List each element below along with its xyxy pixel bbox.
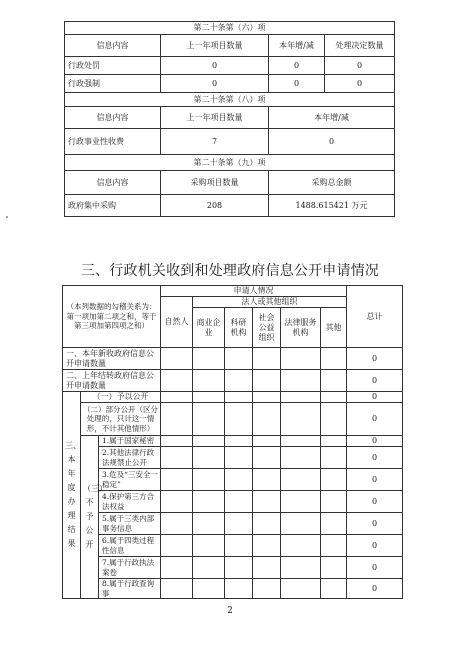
table-row bbox=[65, 195, 395, 217]
cell-value: 1488.615421 万元 bbox=[269, 195, 395, 217]
table-row bbox=[63, 513, 403, 535]
cell-value: 7 bbox=[161, 129, 269, 155]
row-reason: 3.危及“三安全一稳定” bbox=[99, 469, 161, 491]
header-info-content: 信息内容 bbox=[65, 35, 161, 57]
natural-person-header: 自然人 bbox=[161, 297, 193, 348]
row-reason: 1.属于国家秘密 bbox=[99, 436, 161, 447]
section-6-title: 第二十条第（六）项 bbox=[65, 22, 395, 35]
cell-total: 0 bbox=[347, 469, 403, 491]
row-reason: 4.保护第三方合法权益 bbox=[99, 491, 161, 513]
row-group-not-open: （三）不予公开 bbox=[81, 436, 99, 599]
row-carried-over: 二、上年结转政府信息公开申请数量 bbox=[63, 370, 161, 392]
row-partial-open: （二）部分公开（区分处理的，只计这一情形，不计其他情形） bbox=[81, 403, 161, 436]
table-row bbox=[65, 75, 395, 93]
total-header: 总计 bbox=[347, 286, 403, 348]
table-row bbox=[63, 436, 403, 447]
cell-value: 0 bbox=[269, 129, 395, 155]
table-row bbox=[63, 403, 403, 436]
cell-total: 0 bbox=[347, 436, 403, 447]
header-info-content: 信息内容 bbox=[65, 171, 161, 195]
cell-value: 0 bbox=[269, 75, 325, 93]
row-reason: 5.属于三类内部事务信息 bbox=[99, 513, 161, 535]
col-other: 其他 bbox=[321, 308, 347, 348]
applicant-header: 申请人情况 bbox=[161, 286, 347, 297]
cell-value: 208 bbox=[161, 195, 269, 217]
legal-entity-header: 法人或其他组织 bbox=[193, 297, 347, 308]
table-row bbox=[63, 392, 403, 403]
cell-total: 0 bbox=[347, 513, 403, 535]
header-procurement-amount: 采购总金额 bbox=[269, 171, 395, 195]
cell-total: 0 bbox=[347, 403, 403, 436]
col-commercial: 商业企业 bbox=[193, 308, 225, 348]
cell-value: 0 bbox=[325, 75, 395, 93]
section-heading: 三、行政机关收到和处理政府信息公开申请情况 bbox=[80, 263, 380, 279]
cell-total: 0 bbox=[347, 579, 403, 599]
scan-speck bbox=[6, 216, 8, 218]
header-decisions: 处理决定数量 bbox=[325, 35, 395, 57]
cell-value: 0 bbox=[161, 75, 269, 93]
header-prev-year-count: 上一年项目数量 bbox=[161, 107, 269, 129]
col-public-welfare: 社会公益组织 bbox=[253, 308, 281, 348]
table-row bbox=[63, 557, 403, 579]
header-procurement-count: 采购项目数量 bbox=[161, 171, 269, 195]
row-reason: 8.属于行政查询事 bbox=[99, 579, 161, 599]
row-label: 行政处罚 bbox=[65, 57, 161, 75]
table-row bbox=[63, 491, 403, 513]
row-label: 行政强制 bbox=[65, 75, 161, 93]
page-number: 2 bbox=[227, 606, 233, 616]
table-row bbox=[63, 469, 403, 491]
disclosure-table-article-20 bbox=[64, 21, 395, 217]
row-new-applications: 一、本年新收政府信息公开申请数量 bbox=[63, 348, 161, 370]
cell-total: 0 bbox=[347, 392, 403, 403]
row-reason: 2.其他法律行政法规禁止公开 bbox=[99, 447, 161, 469]
table-row bbox=[63, 348, 403, 370]
table-row bbox=[63, 535, 403, 557]
table-row bbox=[63, 370, 403, 392]
section-9-title: 第二十条第（九）项 bbox=[65, 155, 395, 171]
cell-total: 0 bbox=[347, 557, 403, 579]
cell-value: 0 bbox=[269, 57, 325, 75]
header-info-content: 信息内容 bbox=[65, 107, 161, 129]
row-reason: 6.属于四类过程性信息 bbox=[99, 535, 161, 557]
table-row bbox=[65, 129, 395, 155]
header-change: 本年增/减 bbox=[269, 35, 325, 57]
cell-total: 0 bbox=[347, 348, 403, 370]
table-row bbox=[63, 447, 403, 469]
cell-total: 0 bbox=[347, 535, 403, 557]
application-handling-table bbox=[62, 285, 403, 599]
header-prev-year-count: 上一年项目数量 bbox=[161, 35, 269, 57]
cell-total: 0 bbox=[347, 447, 403, 469]
cell-total: 0 bbox=[347, 491, 403, 513]
col-research: 科研机构 bbox=[225, 308, 253, 348]
corner-note: （本列数据的勾稽关系为：第一项加第二项之和，等于第三项加第四项之和） bbox=[63, 286, 161, 348]
cell-total: 0 bbox=[347, 370, 403, 392]
cell-value: 0 bbox=[161, 57, 269, 75]
row-label: 政府集中采购 bbox=[65, 195, 161, 217]
row-group-results: 三、本年度办理结果 bbox=[63, 392, 81, 599]
col-legal-service: 法律服务机构 bbox=[281, 308, 321, 348]
table-row bbox=[65, 57, 395, 75]
section-8-title: 第二十条第（八）项 bbox=[65, 93, 395, 107]
row-open: （一）予以公开 bbox=[81, 392, 161, 403]
table-row bbox=[63, 579, 403, 599]
row-label: 行政事业性收费 bbox=[65, 129, 161, 155]
header-change: 本年增/减 bbox=[269, 107, 395, 129]
row-reason: 7.属于行政执法案卷 bbox=[99, 557, 161, 579]
cell-value: 0 bbox=[325, 57, 395, 75]
